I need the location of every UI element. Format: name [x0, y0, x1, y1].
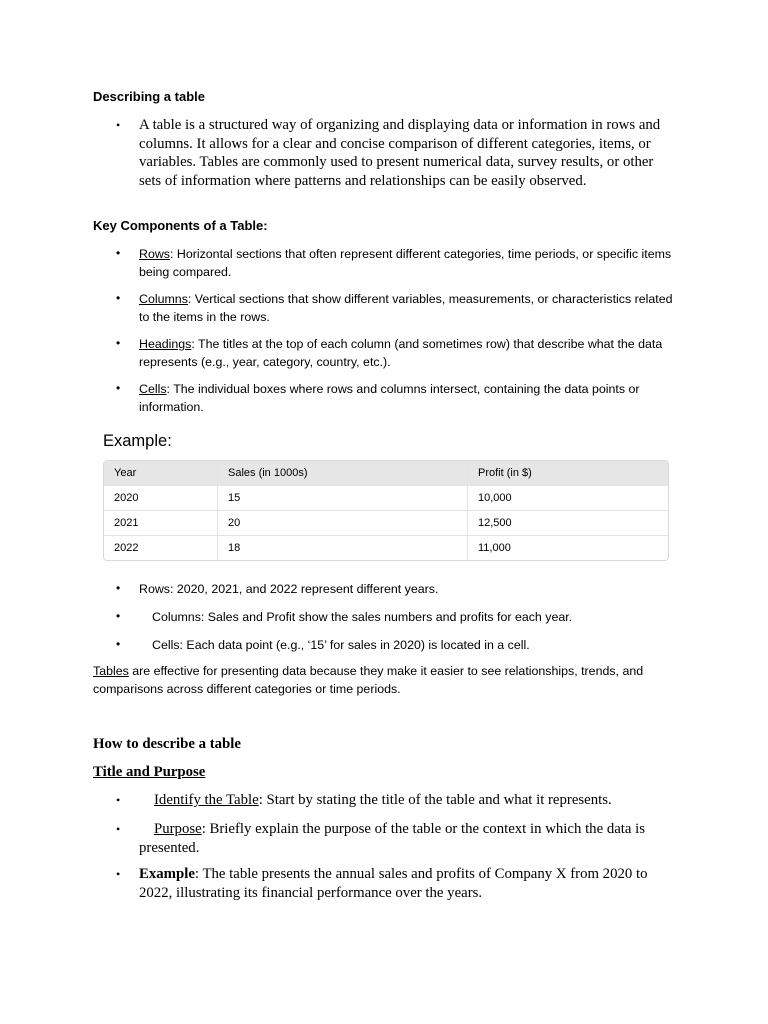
bullet-marker: • — [116, 381, 121, 395]
component-desc: : Horizontal sections that often represent different categories, time periods, or specific items being compared. — [139, 247, 672, 279]
term-identify: Identify the Table — [154, 792, 259, 808]
howto-desc: : The table presents the annual sales and profits of Company X from 2020 to 2022, illustrating its financial performance over the years. — [139, 866, 648, 901]
term-headings: Headings — [139, 337, 192, 351]
howto-desc: : Start by stating the title of the table and what it represents. — [258, 792, 612, 808]
term-cells: Cells — [139, 382, 167, 396]
table-cell: 20 — [218, 511, 468, 536]
components-heading: Key Components of a Table: — [93, 218, 268, 233]
example-note-cells: Cells: Each data point (e.g., ‘15’ for sales in 2020) is located in a cell. — [152, 638, 530, 652]
example-table — [103, 460, 669, 561]
table-row — [104, 536, 668, 560]
component-item-rows — [139, 245, 673, 281]
bullet-marker: • — [116, 637, 121, 651]
term-rows: Rows — [139, 247, 170, 261]
component-desc: : The individual boxes where rows and columns intersect, containing the data points or information. — [139, 382, 640, 414]
component-desc: : Vertical sections that show different variables, measurements, or characteristics related to the items in the rows. — [139, 292, 673, 324]
summary-text: are effective for presenting data because they make it easier to see relationships, trends, and comparisons across different categories or time periods. — [93, 664, 644, 696]
component-item-headings — [139, 335, 673, 371]
howto-item-identify — [154, 791, 674, 810]
column-header-year: Year — [104, 461, 218, 486]
howto-desc: : Briefly explain the purpose of the table or the context in which the data is presented. — [139, 821, 646, 856]
bullet-marker: • — [116, 336, 121, 350]
table-cell: 12,500 — [468, 511, 668, 536]
title-purpose-subheading: Title and Purpose — [93, 764, 206, 780]
component-desc: : The titles at the top of each column (and sometimes row) that describe what the data represents (e.g., year, category, country, etc.). — [139, 337, 663, 369]
example-note-columns: Columns: Sales and Profit show the sales numbers and profits for each year. — [152, 610, 573, 624]
table-cell: 2020 — [104, 486, 218, 511]
section-title: Describing a table — [93, 89, 205, 104]
bullet-marker: • — [116, 867, 121, 881]
component-item-columns — [139, 290, 673, 326]
table-row — [104, 486, 668, 511]
bullet-marker: • — [116, 118, 121, 132]
summary-term: Tables — [93, 664, 129, 678]
howto-item-purpose — [139, 820, 674, 857]
table-cell: 15 — [218, 486, 468, 511]
tables-summary-paragraph — [93, 662, 675, 698]
column-header-profit: Profit (in $) — [468, 461, 668, 486]
bullet-marker: • — [116, 793, 121, 807]
term-example: Example — [139, 866, 195, 882]
table-header-row — [104, 461, 668, 486]
table-cell: 18 — [218, 536, 468, 560]
component-item-cells — [139, 380, 673, 416]
intro-paragraph: A table is a structured way of organizing and displaying data or information in rows and columns. It allows for a clear and concise comparison of different categories, items, or variables. Tables are commonly used to present numerical data, survey results, or other sets of information where patterns and relationships can be easily observed. — [139, 117, 661, 189]
term-columns: Columns — [139, 292, 188, 306]
bullet-marker: • — [116, 246, 121, 260]
bullet-marker: • — [116, 291, 121, 305]
table-cell: 10,000 — [468, 486, 668, 511]
howto-heading: How to describe a table — [93, 736, 241, 752]
table-cell: 11,000 — [478, 542, 511, 554]
column-header-sales: Sales (in 1000s) — [218, 461, 468, 486]
howto-item-example — [139, 865, 674, 902]
term-purpose: Purpose — [154, 821, 202, 837]
example-heading: Example: — [103, 432, 172, 450]
bullet-marker: • — [116, 581, 121, 595]
bullet-marker: • — [116, 822, 121, 836]
bullet-marker: • — [116, 609, 121, 623]
table-row — [104, 511, 668, 536]
example-note-rows: Rows: 2020, 2021, and 2022 represent different years. — [139, 582, 439, 596]
table-cell: 2022 — [104, 536, 218, 560]
table-cell: 2021 — [104, 511, 218, 536]
